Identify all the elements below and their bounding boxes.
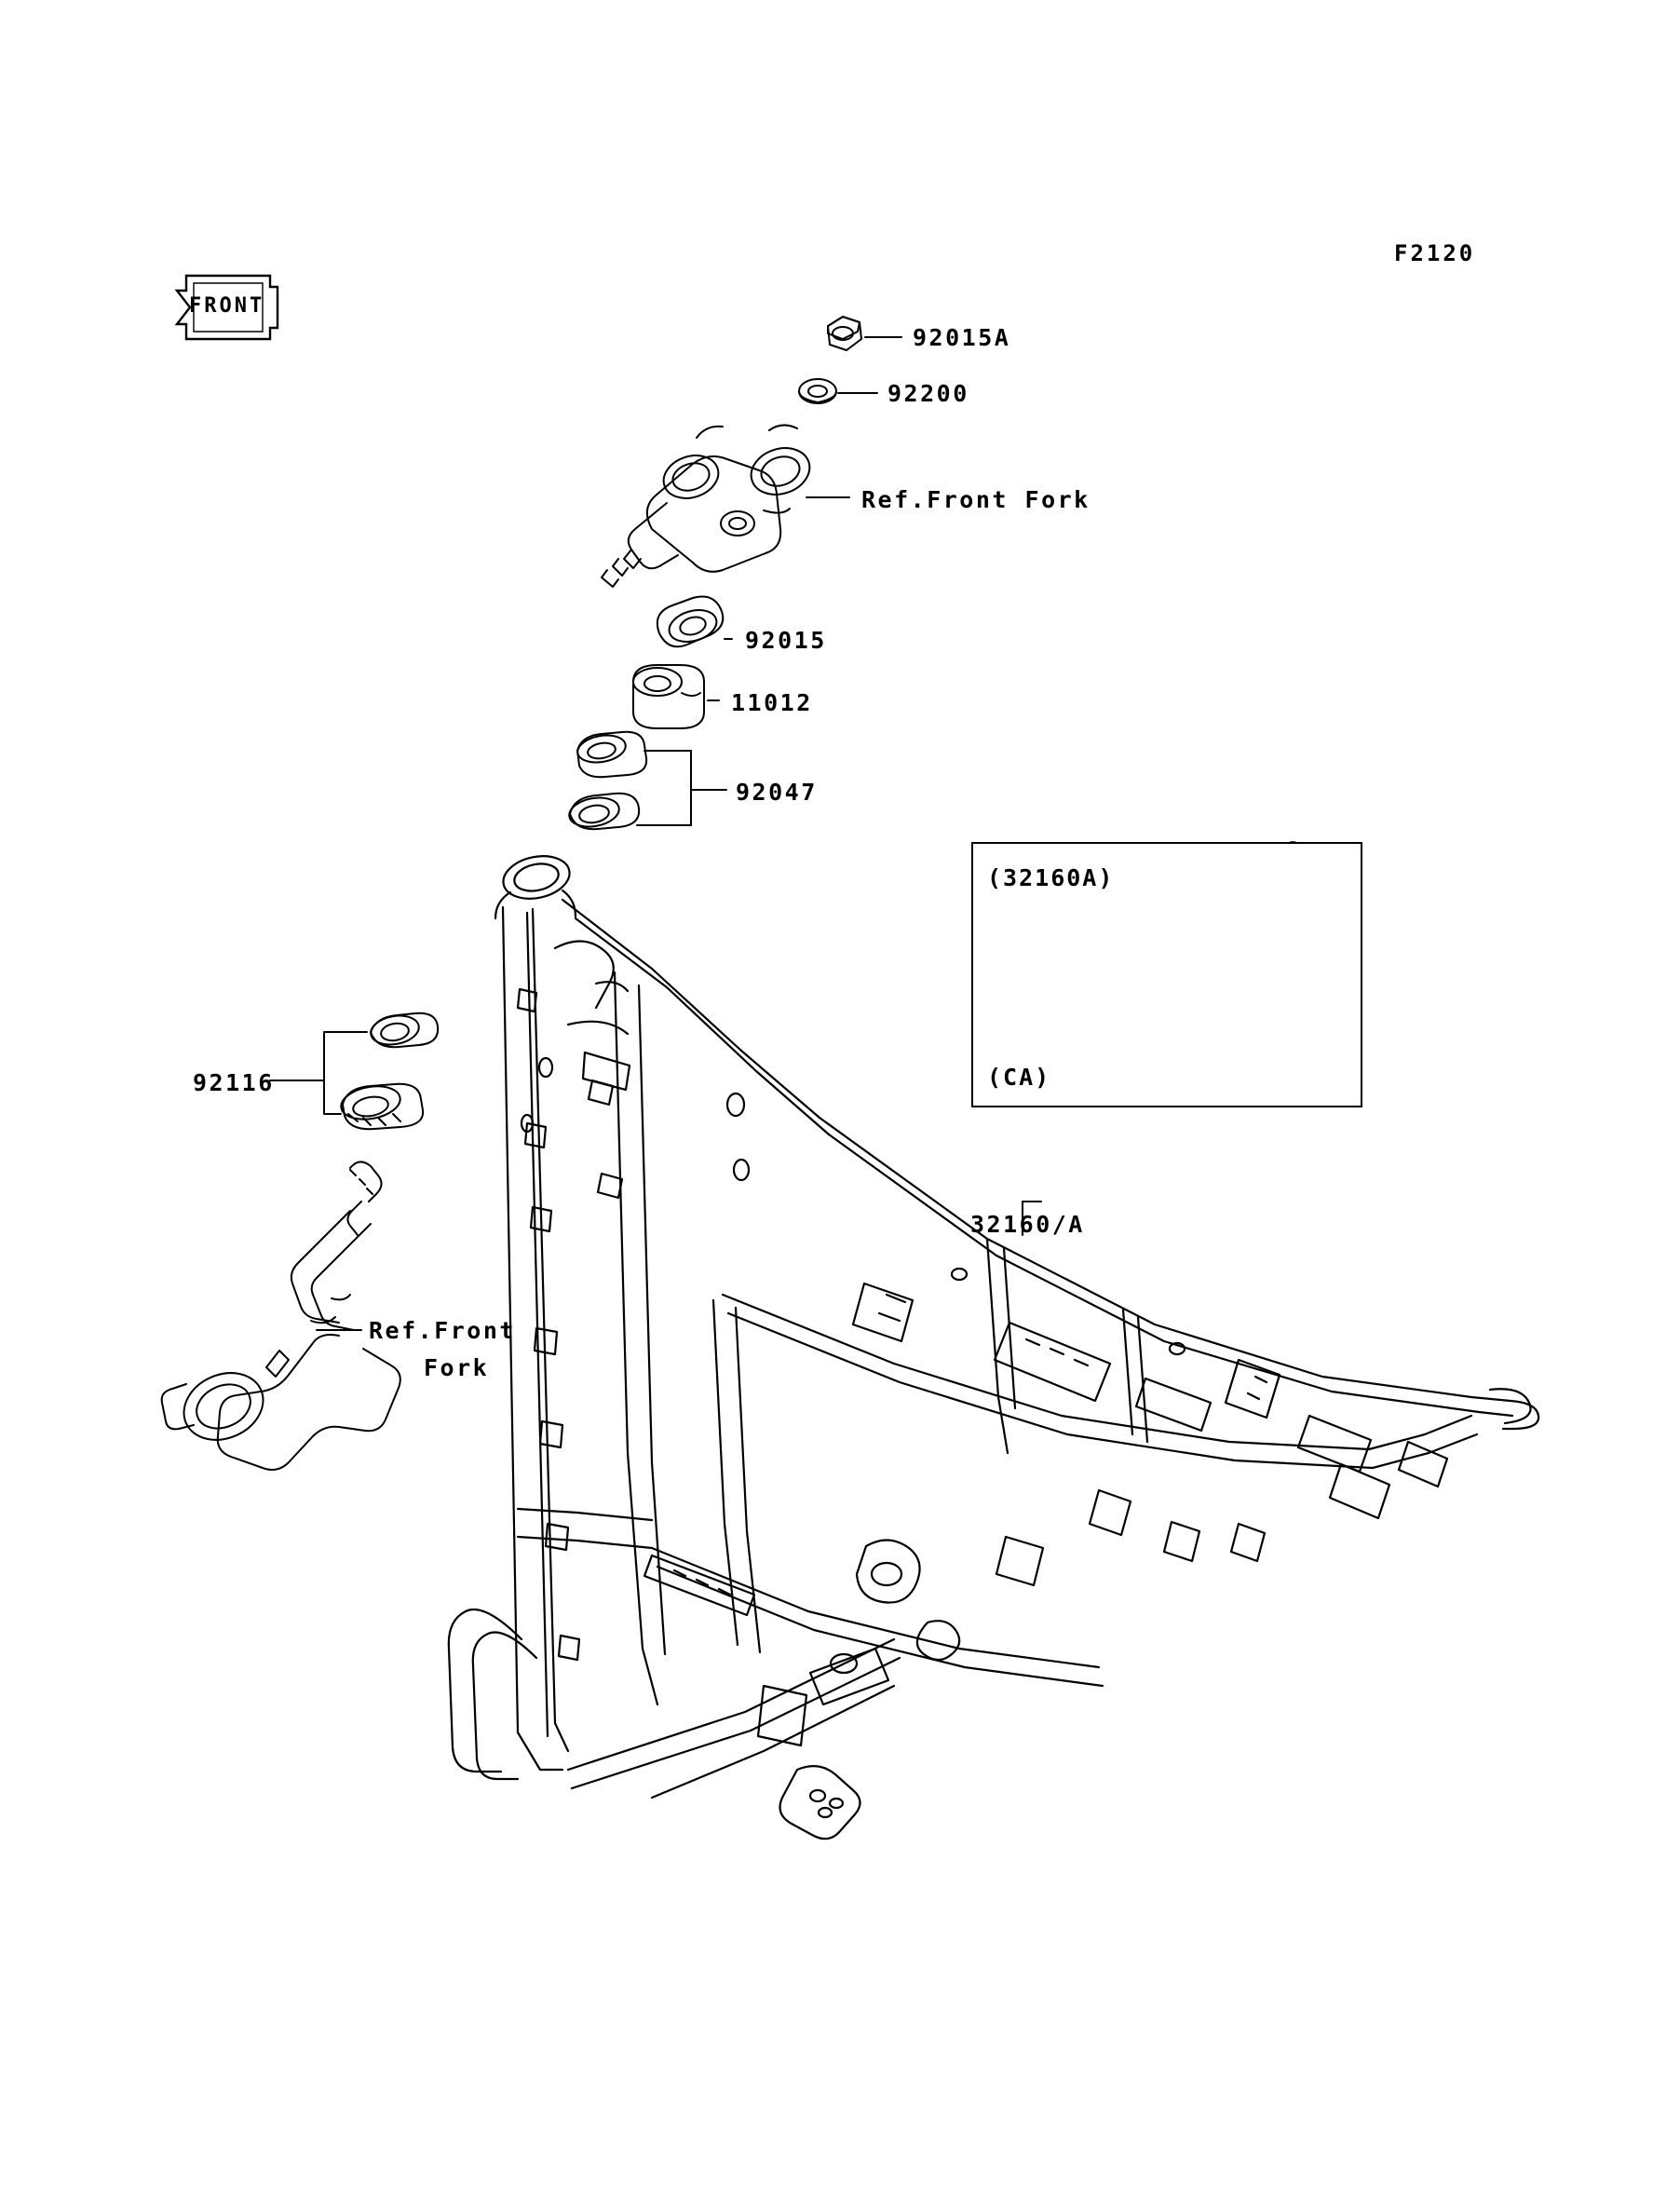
front-badge-label: FRONT bbox=[189, 294, 265, 318]
diagram-code: F2120 bbox=[1394, 240, 1476, 266]
callout-ref-front-fork-lower-line2: Fork bbox=[424, 1354, 490, 1381]
callout-32160: 32160/A bbox=[970, 1211, 1085, 1238]
callout-92200: 92200 bbox=[887, 380, 969, 407]
callout-ref-front-fork-lower-line1: Ref.Front bbox=[369, 1317, 516, 1344]
part-92047-bearings bbox=[567, 732, 646, 831]
part-ref-front-fork-upper bbox=[602, 425, 816, 587]
callout-11012: 11012 bbox=[731, 689, 813, 716]
inset-label-part: (32160A) bbox=[987, 864, 1115, 891]
callout-92047: 92047 bbox=[736, 779, 818, 806]
part-92015A-nut bbox=[828, 317, 861, 350]
part-11012-cap bbox=[633, 665, 704, 728]
part-92015-nut bbox=[657, 597, 723, 647]
callout-92015A: 92015A bbox=[913, 324, 1011, 351]
part-ref-front-fork-lower bbox=[162, 1161, 400, 1470]
callout-ref-front-fork-top: Ref.Front Fork bbox=[861, 486, 1091, 513]
part-92116-bearings bbox=[339, 1012, 439, 1130]
inset-label-market: (CA) bbox=[987, 1064, 1051, 1091]
callout-92015: 92015 bbox=[745, 627, 827, 654]
part-92200-washer bbox=[799, 379, 836, 403]
callout-92116: 92116 bbox=[193, 1069, 275, 1096]
